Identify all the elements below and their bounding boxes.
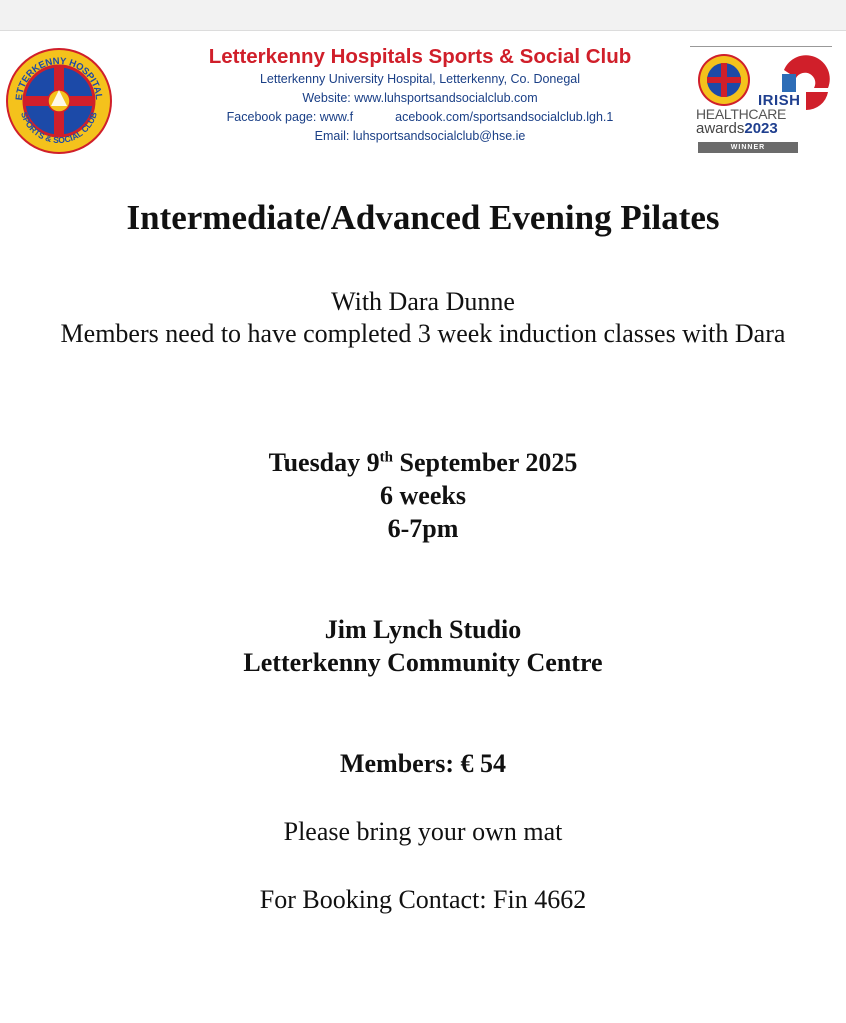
facebook-link-part2: acebook.com/sportsandsocialclub.lgh.1 — [395, 110, 614, 124]
club-crest-icon — [4, 46, 114, 156]
class-time: 6-7pm — [387, 514, 459, 543]
crest-bottom-text: SPORTS & SOCIAL CLUB — [19, 110, 99, 146]
venue-centre: Letterkenny Community Centre — [243, 648, 603, 677]
event-title: Intermediate/Advanced Evening Pilates — [126, 198, 720, 237]
facebook-link-part1: www.f — [319, 110, 354, 124]
club-name: Letterkenny Hospitals Sports & Social Club — [208, 45, 632, 68]
member-price: Members: € 54 — [339, 749, 507, 778]
club-crest-logo — [4, 46, 114, 156]
schedule — [0, 446, 846, 545]
requirement-note: Members need to have completed 3 week induction classes with Dara — [60, 319, 786, 348]
start-date: Tuesday 9th September 2025 — [268, 448, 578, 477]
booking-contact: For Booking Contact: Fin 4662 — [259, 885, 587, 914]
club-info — [150, 44, 690, 146]
crest-top-text: ETTERKENNY HOSPITAL — [13, 55, 105, 101]
award-healthcare: HEALTHCARE — [696, 106, 787, 122]
club-email: Email: luhsportsandsocialclub@hse.ie — [314, 129, 526, 143]
club-facebook — [150, 108, 690, 127]
award-irish: IRISH — [758, 92, 801, 109]
mat-note: Please bring your own mat — [283, 817, 563, 846]
award-awards: awards2023 — [696, 120, 778, 137]
instructor: With Dara Dunne — [331, 287, 515, 316]
duration: 6 weeks — [380, 481, 466, 510]
facebook-label: Facebook page: — [226, 110, 320, 124]
venue-studio: Jim Lynch Studio — [324, 615, 522, 644]
award-winner-ribbon: WINNER — [698, 142, 798, 153]
award-badge — [686, 46, 836, 158]
club-website: Website: www.luhsportsandsocialclub.com — [302, 91, 538, 105]
club-address: Letterkenny University Hospital, Letterkenny, Co. Donegal — [259, 72, 581, 86]
venue — [0, 613, 846, 679]
browser-top-bar — [0, 0, 846, 31]
letterhead — [0, 38, 846, 168]
